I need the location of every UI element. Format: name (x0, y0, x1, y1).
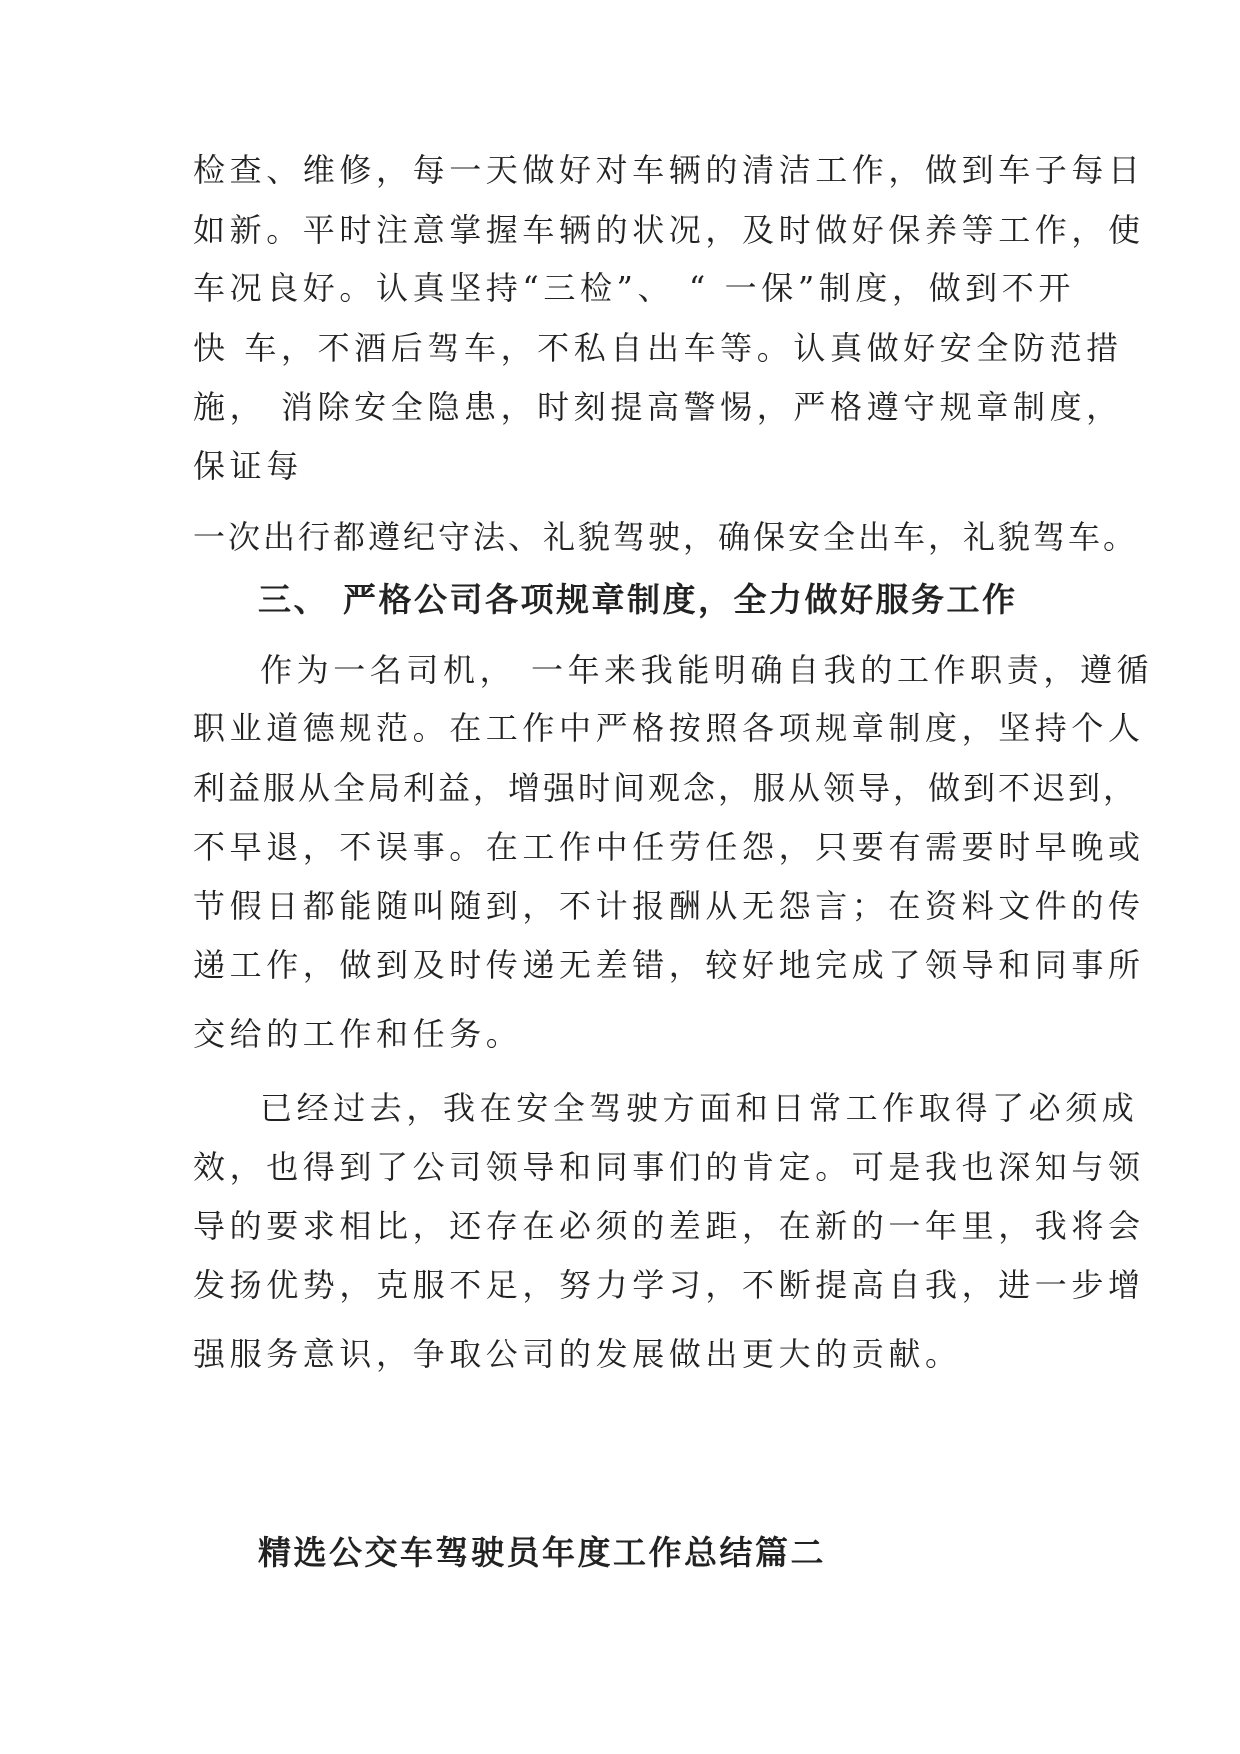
paragraph-1-line-3: 车况良好。认真坚持“三检”、 “ 一保”制度，做到不开 (193, 269, 1075, 307)
section-3-line-5: 节假日都能随叫随到，不计报酬从无怨言；在资料文件的传 (193, 887, 1145, 925)
section-3-line-7: 交给的工作和任务。 (193, 1015, 523, 1053)
paragraph-1-line-5: 施， 消除安全隐患，时刻提高警惕，严格遵守规章制度， (193, 388, 1123, 426)
paragraph-1-line-7: 一次出行都遵纪守法、礼貌驾驶，确保安全出车，礼貌驾车。 (193, 518, 1139, 556)
section-3-line-4: 不早退，不误事。在工作中任劳任怨，只要有需要时早晚或 (193, 828, 1145, 866)
section-3-heading: 三、 严格公司各项规章制度，全力做好服务工作 (258, 580, 1018, 619)
summary-line-2: 效，也得到了公司领导和同事们的肯定。可是我也深知与领 (193, 1148, 1145, 1186)
summary-line-5: 强服务意识，争取公司的发展做出更大的贡献。 (193, 1335, 962, 1373)
section-3-line-2: 职业道德规范。在工作中严格按照各项规章制度，坚持个人 (193, 709, 1145, 747)
paragraph-1-line-4: 快 车，不酒后驾车，不私自出车等。认真做好安全防范措 (193, 329, 1123, 367)
section-3-line-1: 作为一名司机， 一年来我能明确自我的工作职责，遵循 (260, 651, 1154, 689)
summary-line-1: 已经过去，我在安全驾驶方面和日常工作取得了必须成 (260, 1089, 1139, 1127)
section-3-line-3: 利益服从全局利益，增强时间观念，服从领导，做到不迟到， (193, 769, 1139, 807)
paragraph-1-line-6: 保证每 (193, 447, 303, 485)
summary-line-3: 导的要求相比，还存在必须的差距，在新的一年里，我将会 (193, 1207, 1145, 1245)
paragraph-1-line-1: 检查、维修，每一天做好对车辆的清洁工作，做到车子每日 (193, 151, 1145, 189)
summary-line-4: 发扬优势，克服不足，努力学习，不断提高自我，进一步增 (193, 1266, 1145, 1304)
next-article-title: 精选公交车驾驶员年度工作总结篇二 (258, 1533, 826, 1572)
section-3-line-6: 递工作，做到及时传递无差错，较好地完成了领导和同事所 (193, 946, 1145, 984)
paragraph-1-line-2: 如新。平时注意掌握车辆的状况，及时做好保养等工作，使 (193, 211, 1145, 249)
